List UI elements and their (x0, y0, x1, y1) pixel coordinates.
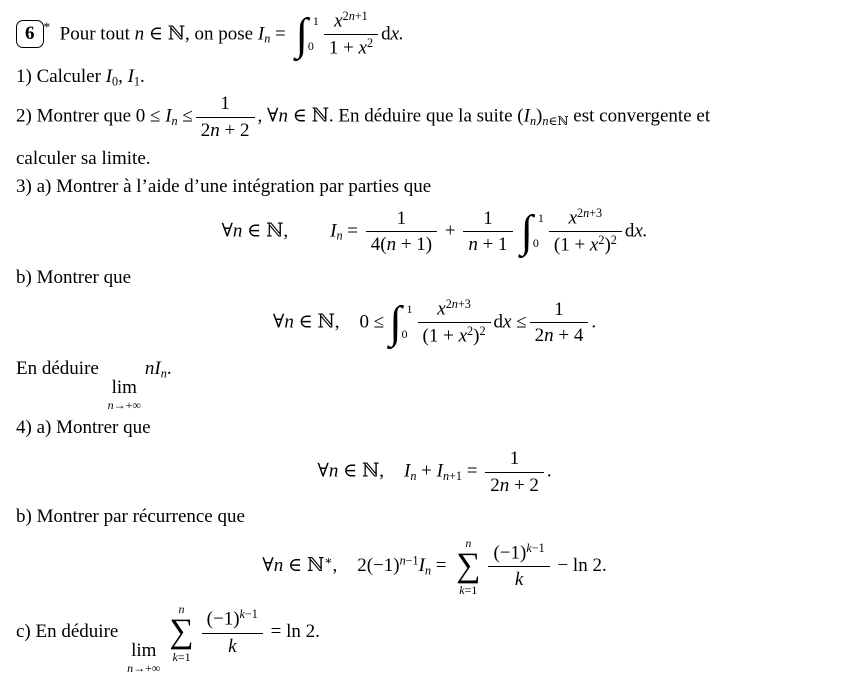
math-text: ∈ ℕ, (242, 220, 289, 242)
math-text: 4( (370, 234, 387, 256)
limit-subscript (127, 662, 160, 675)
integral-upper-limit: 1 (537, 211, 544, 226)
math-text: . (591, 311, 597, 333)
math-sub (443, 469, 462, 483)
math-text: ≤ (511, 311, 527, 333)
math-text: + 4 (553, 325, 584, 347)
fraction-numerator (549, 206, 622, 232)
equation-3a (16, 206, 853, 258)
question-text: est convergente et (568, 105, 711, 127)
sum-lower-limit (459, 584, 477, 596)
math-sup (526, 541, 544, 555)
math-sub: 0 (112, 74, 119, 89)
difficulty-star: * (43, 19, 51, 35)
math-text: 2 (200, 120, 211, 142)
math-sub: n (160, 366, 167, 381)
math-var: n (442, 468, 450, 483)
fraction (202, 607, 263, 658)
math-var: n (232, 220, 243, 242)
integral-sign: ∫ (295, 9, 308, 60)
question-3b-label (16, 265, 853, 290)
math-text: ) (473, 326, 480, 348)
limit (127, 641, 160, 675)
math-sub: n (424, 563, 432, 578)
math-text: ∈ℕ (548, 114, 569, 129)
math-text: (1 + (553, 235, 590, 257)
integral-limits (308, 12, 319, 57)
math-var: n (399, 552, 406, 567)
math-sub: n (336, 228, 343, 243)
math-text: d (381, 23, 391, 45)
math-text: 2 (445, 296, 452, 311)
math-text: ≤ (177, 105, 193, 127)
math-text: ∈ ℕ, (338, 460, 384, 482)
sum-upper-limit: n (465, 535, 472, 550)
math-sup (577, 206, 602, 220)
math-text: = (461, 460, 483, 482)
math-var: n (451, 296, 458, 311)
math-var: n (542, 114, 549, 129)
question-4c-line (16, 603, 853, 675)
fraction (488, 541, 549, 592)
question-4a-label (16, 415, 853, 440)
math-text: =1 (464, 583, 478, 598)
fraction-denominator (549, 232, 622, 257)
math-var: x (334, 10, 343, 32)
math-var: x (458, 326, 468, 348)
fraction-numerator (324, 9, 378, 35)
question-text: 4) a) Montrer que (16, 416, 151, 438)
math-text: −1 (531, 540, 545, 555)
math-var: n (386, 234, 397, 256)
math-var: n (134, 23, 145, 45)
limit (108, 378, 141, 412)
math-text: + 1) (396, 234, 433, 256)
math-var: n (499, 474, 510, 496)
math-sup (446, 297, 471, 311)
question-4b-label (16, 504, 853, 529)
math-text: . (546, 460, 552, 482)
exercise-number-box: 6 (16, 20, 44, 48)
math-sup (240, 607, 258, 621)
fraction-denominator (418, 323, 491, 348)
math-text: ) (536, 105, 543, 127)
math-var: n (468, 234, 478, 256)
math-var: I (404, 460, 411, 482)
math-var: n (107, 397, 114, 412)
intro-text: ∈ ℕ, on pose (144, 23, 258, 45)
math-text: ) (604, 235, 611, 257)
math-var: n (144, 357, 155, 379)
math-text: . (140, 65, 145, 87)
question-text: 1) Calculer (16, 65, 106, 87)
math-sub: n (529, 114, 537, 129)
math-var: I (523, 105, 530, 127)
integral (295, 9, 319, 60)
math-var: I (436, 460, 443, 482)
math-text: =1 (177, 649, 191, 664)
math-text: ∀ (272, 311, 285, 333)
question-text: En déduire (16, 357, 104, 379)
limit-word: lim (111, 376, 137, 398)
math-sup (400, 553, 419, 567)
fraction (366, 207, 437, 258)
integral-upper-limit: 1 (312, 14, 319, 29)
math-text: + 2 (509, 474, 539, 496)
math-var: k (239, 607, 245, 622)
math-text: + (444, 220, 456, 242)
fraction (485, 447, 544, 498)
math-var: n (348, 9, 355, 23)
integral-sign: ∫ (520, 206, 533, 257)
fraction-denominator (196, 118, 255, 143)
math-text: +1 (354, 9, 368, 23)
fraction-denominator: k (228, 635, 237, 657)
math-text: ∈ ℕ (283, 554, 325, 576)
question-text: b) Montrer que (16, 266, 132, 288)
integral-limits (533, 209, 544, 254)
math-var: n (210, 120, 220, 142)
sum (456, 537, 480, 597)
math-text: ∀ (317, 460, 329, 482)
math-sup: 2 (467, 324, 474, 339)
question-2-line (16, 92, 853, 143)
question-3c-line (16, 356, 853, 412)
math-text: ∈ ℕ, (293, 311, 340, 333)
math-var: n (127, 661, 134, 675)
fraction-numerator (202, 607, 263, 633)
fraction-denominator: k (514, 569, 524, 591)
math-var: I (330, 220, 337, 242)
fraction (418, 297, 491, 349)
math-text: −1 (244, 607, 258, 622)
sum-lower-limit (172, 651, 190, 663)
intro-text: Pour tout (59, 23, 135, 45)
equation-4a (16, 447, 853, 498)
math-text: + (416, 460, 437, 482)
math-sub: n (171, 114, 178, 129)
question-text: calculer sa limite. (16, 147, 151, 169)
math-text: 1 + (328, 38, 359, 60)
exercise-intro-line (16, 9, 853, 61)
equation-3b (16, 297, 853, 349)
math-var: I (165, 105, 172, 127)
integral-lower-limit: 0 (401, 327, 408, 342)
question-2-continuation (16, 146, 853, 171)
math-text: →+∞ (113, 397, 141, 412)
math-text: 2 (577, 205, 584, 220)
integral-sign: ∫ (389, 297, 402, 348)
math-text: d (624, 220, 635, 242)
limit-subscript (108, 399, 141, 412)
math-text: →+∞ (133, 661, 161, 675)
math-var: x (358, 38, 367, 60)
math-text: −1 (405, 552, 419, 567)
math-sup: 2 (366, 36, 374, 51)
math-var: x (503, 311, 512, 333)
fraction-denominator (324, 35, 378, 60)
math-text: + 1 (477, 234, 508, 256)
question-3a-label (16, 174, 853, 199)
math-var: n (328, 460, 339, 482)
fraction (530, 298, 589, 349)
math-text: = ln 2. (270, 621, 320, 643)
math-text: 2 (342, 9, 349, 23)
math-var: I (105, 65, 113, 87)
question-text: 3) a) Montrer à l’aide d’une intégration par parties que (16, 175, 432, 197)
math-var: n (273, 554, 284, 576)
sum (169, 603, 193, 663)
math-var: x. (390, 23, 404, 45)
math-text: ∀ (262, 554, 274, 576)
math-var: x (568, 207, 578, 229)
question-text: b) Montrer par récurrence que (16, 506, 245, 528)
math-text: +1 (449, 468, 462, 483)
math-text: (1 + (422, 326, 459, 348)
math-var: x (437, 298, 446, 320)
question-1-line (16, 64, 853, 89)
fraction-numerator: 1 (463, 207, 512, 233)
math-var: I (154, 357, 161, 379)
integral (389, 297, 413, 348)
math-text: , ∀ (257, 105, 279, 127)
math-var: n (544, 325, 554, 347)
math-var: n (278, 105, 288, 127)
fraction-numerator: 1 (530, 298, 589, 324)
math-var: n (284, 311, 294, 333)
math-sub: n (410, 468, 417, 483)
integral-limits (402, 300, 413, 345)
math-var: x (589, 235, 599, 257)
math-sup (343, 9, 368, 23)
math-var: x. (634, 220, 648, 242)
math-text: 2(−1) (357, 554, 400, 576)
fraction-numerator: 1 (366, 207, 437, 233)
math-sup: ∗ (324, 552, 333, 567)
math-var: k (172, 649, 178, 664)
math-var: I (127, 65, 134, 87)
question-text: c) En déduire (16, 621, 124, 643)
fraction-denominator (463, 232, 512, 257)
integral-upper-limit: 1 (406, 302, 413, 317)
math-text: , (118, 65, 128, 87)
math-var: I (257, 23, 265, 45)
fraction (549, 206, 622, 258)
sum-sign: ∑ (169, 613, 194, 651)
integral-lower-limit: 0 (532, 236, 539, 251)
fraction-numerator: 1 (196, 92, 255, 118)
question-text: ∈ ℕ. En déduire que la suite ( (287, 105, 524, 127)
math-text: = (342, 220, 363, 242)
integral (520, 206, 544, 257)
math-text: d (493, 311, 504, 333)
fraction-numerator: 1 (485, 447, 544, 473)
math-text: , (332, 554, 338, 576)
fraction-denominator (530, 323, 589, 348)
fraction-numerator (488, 541, 549, 567)
equation-4b (16, 537, 853, 597)
math-var: I (418, 554, 425, 576)
math-text: (−1) (493, 542, 527, 564)
integral-lower-limit: 0 (307, 39, 314, 54)
math-text: +3 (589, 205, 603, 220)
math-text: 2 (534, 325, 545, 347)
fraction-numerator (418, 297, 491, 323)
limit-word: lim (131, 640, 157, 662)
sum-upper-limit: n (178, 602, 185, 617)
math-text: − ln 2. (557, 554, 607, 576)
question-text: 2) Montrer que 0 ≤ (16, 105, 166, 127)
math-text: . (166, 357, 172, 379)
sum-sign: ∑ (456, 546, 481, 584)
math-text: 2 (490, 474, 500, 496)
math-sub: 1 (133, 74, 140, 89)
math-text: +3 (457, 296, 471, 311)
fraction (196, 92, 255, 143)
math-sup: 2 (479, 324, 486, 339)
math-sub (542, 114, 568, 128)
math-sup: 2 (610, 233, 617, 248)
fraction-denominator (366, 232, 437, 257)
math-text: ∀ (221, 220, 233, 242)
math-var: n (583, 205, 590, 220)
math-text: 0 ≤ (359, 311, 385, 333)
math-var: k (526, 540, 532, 555)
math-text: = (270, 23, 291, 45)
fraction (324, 9, 378, 61)
math-text: = (431, 554, 452, 576)
math-text: + 2 (219, 120, 250, 142)
fraction (463, 207, 512, 258)
math-text: (−1) (206, 609, 240, 630)
fraction-denominator (485, 473, 544, 498)
math-sup: 2 (598, 233, 605, 248)
math-sub: n (264, 31, 271, 46)
math-var: k (459, 583, 465, 598)
